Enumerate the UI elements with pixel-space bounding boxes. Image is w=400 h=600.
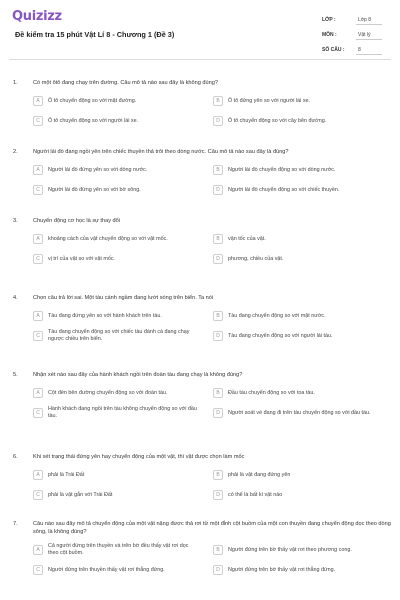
worksheet-title: Đề kiểm tra 15 phút Vật Lí 8 - Chương 1 (Đề 3) bbox=[15, 30, 175, 39]
option-b[interactable] bbox=[213, 543, 378, 557]
question-number: 2. bbox=[13, 149, 18, 155]
option-d[interactable] bbox=[213, 488, 378, 502]
option-a[interactable] bbox=[33, 543, 198, 557]
info-panel bbox=[322, 12, 382, 57]
option-c[interactable] bbox=[33, 563, 198, 577]
option-b[interactable] bbox=[213, 163, 378, 177]
info-label: MÔN : bbox=[322, 31, 337, 38]
question-text: Có một ôtô đang chạy trên đường. Câu mô tả nào sau đây là không đúng? bbox=[33, 80, 218, 86]
option-letter: C bbox=[33, 408, 43, 418]
option-letter: C bbox=[33, 565, 43, 575]
option-text: phải là Trái Đất bbox=[48, 471, 85, 478]
option-text: Hành khách đang ngồi trên tàu không chuyển động so với đầu tàu. bbox=[48, 406, 197, 419]
option-text: phải là vật gắn với Trái Đất bbox=[48, 491, 113, 498]
option-c[interactable] bbox=[33, 114, 198, 128]
option-a[interactable] bbox=[33, 468, 198, 482]
option-letter: D bbox=[213, 408, 223, 418]
option-letter: C bbox=[33, 254, 43, 264]
option-letter: A bbox=[33, 388, 43, 398]
option-letter: D bbox=[213, 254, 223, 264]
option-b[interactable] bbox=[213, 468, 378, 482]
question-7 bbox=[9, 520, 391, 577]
question-text: Câu nào sau đây mô tả chuyển động của một vật nặng được thả rơi từ một đỉnh cột buồm của một con thuyền đang chuyển động dọc theo dòng sông, là không đúng? bbox=[33, 521, 391, 535]
worksheet-header bbox=[9, 0, 391, 60]
option-text: Ô tô đứng yên so với người lái xe. bbox=[228, 97, 311, 104]
option-a[interactable] bbox=[33, 163, 198, 177]
option-text: vị trí của vật so với vật mốc. bbox=[48, 255, 116, 262]
option-text: Tàu đang chuyển động so với chiếc tàu đánh cá đang chạy ngược chiều trên biển. bbox=[48, 329, 190, 342]
question-6 bbox=[9, 453, 391, 502]
option-d[interactable] bbox=[213, 406, 378, 420]
option-c[interactable] bbox=[33, 252, 198, 266]
info-label: LỚP : bbox=[322, 16, 336, 23]
question-number: 6. bbox=[13, 454, 18, 460]
info-row-class bbox=[322, 12, 382, 27]
answer-options bbox=[33, 386, 391, 420]
option-text: Người soát vé đang đi trên tàu chuyển động so với đầu tàu. bbox=[228, 409, 371, 416]
option-d[interactable] bbox=[213, 114, 378, 128]
option-text: khoảng cách của vật chuyển động so với vật mốc. bbox=[48, 235, 168, 242]
question-1 bbox=[9, 79, 391, 128]
option-text: Tàu đang chuyển động so với người lái tàu. bbox=[228, 332, 333, 339]
answer-options bbox=[33, 163, 391, 197]
option-text: phương, chiều của vật. bbox=[228, 255, 284, 262]
option-text: phải là vật đang đứng yên bbox=[228, 471, 291, 478]
option-letter: C bbox=[33, 490, 43, 500]
option-letter: A bbox=[33, 96, 43, 106]
question-number: 7. bbox=[13, 521, 18, 527]
option-letter: A bbox=[33, 545, 43, 555]
answer-options bbox=[33, 309, 391, 343]
question-text: Chọn câu trả lời sai. Một tàu cánh ngầm đang lướt sóng trên biển. Ta nói bbox=[33, 295, 214, 301]
answer-options bbox=[33, 94, 391, 128]
answer-options bbox=[33, 468, 391, 502]
option-letter: A bbox=[33, 311, 43, 321]
option-letter: B bbox=[213, 311, 223, 321]
option-letter: A bbox=[33, 165, 43, 175]
question-count-field[interactable]: 8 bbox=[356, 45, 382, 55]
info-row-subject bbox=[322, 27, 382, 42]
option-text: Cả người đứng trên thuyền và trên bờ đều thấy vật rơi dọc theo cột buồm. bbox=[48, 543, 189, 556]
option-c[interactable] bbox=[33, 183, 198, 197]
answer-options bbox=[33, 232, 391, 266]
option-text: Tàu đang đứng yên so với hành khách trên tàu. bbox=[48, 312, 162, 319]
info-label: SỐ CÂU : bbox=[322, 46, 345, 53]
option-text: Người đứng trên bờ thấy vật rơi thẳng đứng. bbox=[228, 566, 336, 573]
option-c[interactable] bbox=[33, 406, 198, 420]
option-a[interactable] bbox=[33, 94, 198, 108]
option-letter: B bbox=[213, 545, 223, 555]
question-text: Chuyển động cơ học là sự thay đổi bbox=[33, 218, 121, 224]
question-text: Nhận xét nào sau đây của hành khách ngồi trên đoàn tàu đang chạy là không đúng? bbox=[33, 372, 243, 378]
class-field[interactable]: Lớp 8 bbox=[356, 15, 382, 25]
question-number: 4. bbox=[13, 295, 18, 301]
question-4 bbox=[9, 294, 391, 343]
option-text: Người lái đò chuyển động so với chiếc thuyền. bbox=[228, 186, 340, 193]
option-text: Người lái đò đứng yên so với dòng nước. bbox=[48, 166, 148, 173]
question-text: Người lái đò đang ngồi yên trên chiếc thuyền thả trôi theo dòng nước. Câu mô tả nào sau đây là đúng? bbox=[33, 149, 289, 155]
option-letter: B bbox=[213, 234, 223, 244]
option-letter: C bbox=[33, 185, 43, 195]
option-a[interactable] bbox=[33, 309, 198, 323]
option-text: Người đứng trên bờ thấy vật rơi theo phương cong. bbox=[228, 546, 352, 553]
option-letter: D bbox=[213, 490, 223, 500]
quizizz-logo: Quizizz bbox=[12, 9, 62, 24]
option-letter: D bbox=[213, 565, 223, 575]
option-letter: A bbox=[33, 234, 43, 244]
option-b[interactable] bbox=[213, 386, 378, 400]
option-b[interactable] bbox=[213, 232, 378, 246]
question-3 bbox=[9, 217, 391, 266]
option-b[interactable] bbox=[213, 309, 378, 323]
option-a[interactable] bbox=[33, 386, 198, 400]
option-letter: B bbox=[213, 165, 223, 175]
option-letter: B bbox=[213, 388, 223, 398]
option-letter: B bbox=[213, 96, 223, 106]
question-number: 3. bbox=[13, 218, 18, 224]
option-b[interactable] bbox=[213, 94, 378, 108]
option-letter: A bbox=[33, 470, 43, 480]
option-letter: B bbox=[213, 470, 223, 480]
question-5 bbox=[9, 371, 391, 420]
answer-options bbox=[33, 543, 391, 577]
option-a[interactable] bbox=[33, 232, 198, 246]
question-text: Khi xét trạng thái đứng yên hay chuyển động của một vật, thì vật được chọn làm mốc bbox=[33, 454, 245, 460]
option-letter: C bbox=[33, 331, 43, 341]
option-text: Ô tô chuyển động so với cây bên đường. bbox=[228, 117, 327, 124]
option-c[interactable] bbox=[33, 488, 198, 502]
option-text: Ô tô chuyển động so với người lái xe. bbox=[48, 117, 139, 124]
option-letter: D bbox=[213, 116, 223, 126]
subject-field[interactable]: Vật lý bbox=[356, 30, 382, 40]
question-number: 1. bbox=[13, 80, 18, 86]
option-d[interactable] bbox=[213, 183, 378, 197]
option-text: Cột đèn bên đường chuyển động so với đoàn tàu. bbox=[48, 389, 168, 396]
option-text: Người lái đò chuyển động so với dòng nước. bbox=[228, 166, 336, 173]
info-row-count bbox=[322, 42, 382, 57]
option-d[interactable] bbox=[213, 329, 378, 343]
option-d[interactable] bbox=[213, 252, 378, 266]
option-c[interactable] bbox=[33, 329, 198, 343]
option-text: Ô tô chuyển động so với mặt đường. bbox=[48, 97, 137, 104]
option-text: có thể là bất kì vật nào bbox=[228, 491, 283, 498]
option-letter: C bbox=[33, 116, 43, 126]
question-2 bbox=[9, 148, 391, 197]
option-text: Người lái đò đứng yên so với bờ sông. bbox=[48, 186, 141, 193]
option-d[interactable] bbox=[213, 563, 378, 577]
option-text: Đầu tàu chuyển động so với toa tàu. bbox=[228, 389, 315, 396]
question-number: 5. bbox=[13, 372, 18, 378]
option-letter: D bbox=[213, 185, 223, 195]
option-text: Tàu đang chuyển động so với mặt nước. bbox=[228, 312, 326, 319]
option-letter: D bbox=[213, 331, 223, 341]
option-text: vận tốc của vật. bbox=[228, 235, 266, 242]
option-text: Người đứng trên thuyền thấy vật rơi thẳng đứng. bbox=[48, 566, 165, 573]
